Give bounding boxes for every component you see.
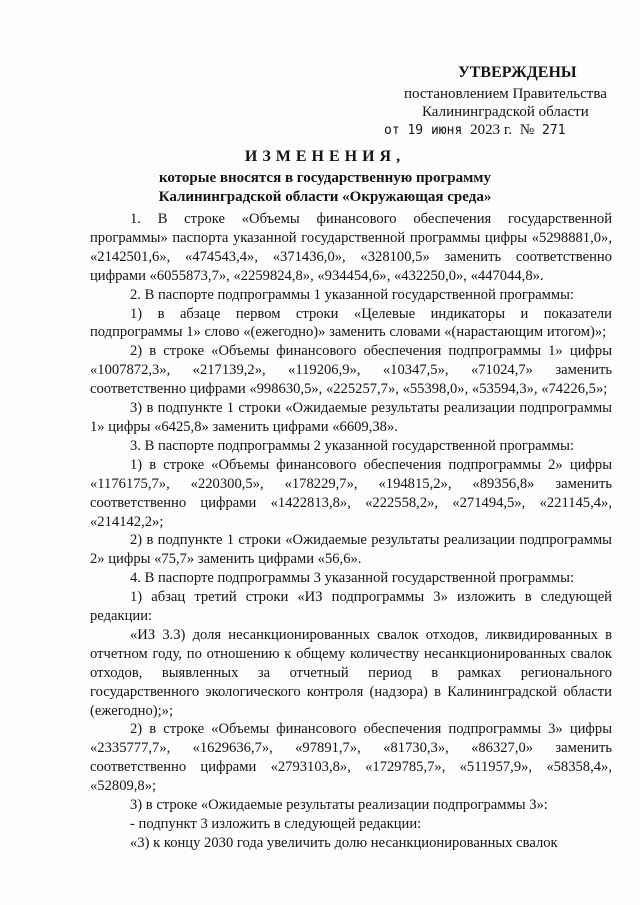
approval-stamp: [380, 64, 620, 140]
paragraph-15: «3) к концу 2030 года увеличить долю несанкционированных свалок: [130, 834, 558, 851]
approval-date-line: [380, 121, 620, 140]
paragraph-9: 4. В паспорте подпрограммы 3 указанной государственной программы:: [130, 570, 575, 587]
paragraph-3: 1) в абзаце первом строки «Целевые индикаторы и показатели подпрограммы 1» слово «(ежегодно)» заменить словами «(нарастающим итогом)»;: [90, 305, 612, 341]
document-heading: [90, 148, 560, 207]
heading-title: ИЗМЕНЕНИЯ,: [244, 148, 406, 165]
paragraph-11: «ИЗ 3.3) доля несанкционированных свалок отходов, ликвидированных в отчетном году, по отношению к общему количеству несанкционированных свалок отходов, выявленных за отчетный период в рамках регионального государственного экологического контроля (надзора) в Калининградской области (ежегодно);»;: [90, 626, 612, 719]
approval-line-2: Калининградской области: [422, 104, 589, 120]
paragraph-13: 3) в строке «Ожидаемые результаты реализации подпрограммы 3»:: [130, 797, 548, 814]
paragraph-4: 2) в строке «Объемы финансового обеспечения подпрограммы 1» цифры «1007872,3», «217139,2», «119206,9», «10347,5», «71024,7» заменить соответственно цифрами «998630,5», «225257,7», «55398,0», «53594,3», «74226,5»;: [90, 343, 612, 398]
heading-line-1: которые вносятся в государственную программу: [158, 170, 492, 186]
paragraph-2: 2. В паспорте подпрограммы 1 указанной государственной программы:: [130, 286, 575, 303]
paragraph-5: 3) в подпункте 1 строки «Ожидаемые результаты реализации подпрограммы 1» цифры «6425,8» заменить цифрами «6609,38».: [90, 400, 612, 435]
document-body: [90, 210, 612, 853]
approval-line-1: постановлением Правительства: [404, 86, 607, 102]
heading-line-2: Калининградской области «Окружающая среда»: [158, 189, 492, 205]
paragraph-7: 1) в строке «Объемы финансового обеспечения подпрограммы 2» цифры «1176175,7», «220300,5», «178229,7», «194815,2», «89356,8» заменить соответственно цифрами «1422813,8», «222558,2», «271494,5», «221145,4», «214142,2»;: [90, 456, 612, 530]
approval-number: 271: [542, 123, 566, 138]
approval-date-prefix: от: [384, 123, 400, 138]
paragraph-12: 2) в строке «Объемы финансового обеспечения подпрограммы 3» цифры «2335777,7», «1629636,7», «97891,7», «81730,3», «86327,0» заменить соответственно цифрами «2793103,8», «1729785,7», «511957,9», «58358,4», «52809,8»;: [90, 721, 612, 795]
approval-date: 19 июня: [407, 123, 463, 138]
paragraph-1: 1. В строке «Объемы финансового обеспечения государственной программы» паспорта указанной государственной программы цифры «5298881,0», «2142501,6», «474543,4», «371436,0», «328100,5» заменить соответственно цифрами «6055873,7», «2259824,8», «934454,6», «432250,0», «447044,8».: [90, 211, 612, 284]
approval-year: 2023 г.: [470, 122, 513, 138]
paragraph-14: - подпункт 3 изложить в следующей редакции:: [130, 816, 422, 832]
paragraph-10: 1) абзац третий строки «ИЗ подпрограммы 3» изложить в следующей редакции:: [90, 589, 612, 625]
approval-number-sign: №: [519, 122, 535, 138]
approval-title: УТВЕРЖДЕНЫ: [458, 64, 577, 81]
paragraph-6: 3. В паспорте подпрограммы 2 указанной государственной программы:: [130, 437, 575, 454]
paragraph-8: 2) в подпункте 1 строки «Ожидаемые результаты реализации подпрограммы 2» цифры «75,7» заменить цифрами «56,6».: [90, 532, 612, 568]
